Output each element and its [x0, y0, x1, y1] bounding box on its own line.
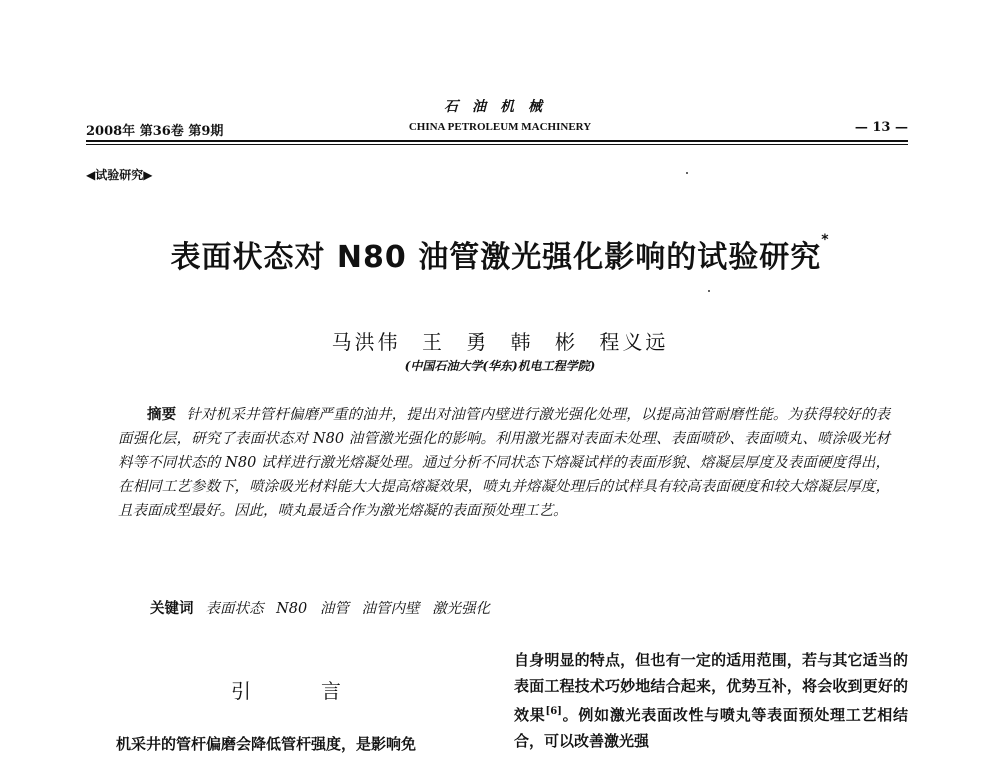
abstract-label: 摘要 [147, 406, 177, 423]
issue-info: 2008年 第36卷 第9期 [86, 124, 224, 139]
section-heading-introduction: 引言 [231, 679, 411, 703]
body-right-column [514, 647, 908, 754]
keywords [150, 597, 490, 618]
paper-title [0, 232, 1000, 276]
abstract-text: 针对机采井管杆偏磨严重的油井，提出对油管内壁进行激光强化处理，以提高油管耐磨性能。为获得较好的表面强化层，研究了表面状态对 N80 油管激光强化的影响。利用激光器对表面未处理、表面喷砂、表面喷丸、喷涂吸光材料等不同状态的 N80 试样进行激光熔凝处理。通过分析不同状态下熔凝试样的表面形貌、熔凝层厚度及表面硬度得出，在相同工艺参数下，喷涂吸光材料能大大提高熔凝效果，喷丸并熔凝处理后的试样具有较高表面硬度和较大熔凝层厚度，且表面成型最好。因此，喷丸最适合作为激光熔凝的表面预处理工艺。 [118, 407, 890, 519]
citation-ref: [6] [545, 706, 562, 717]
keywords-text: 表面状态 N80 油管 油管内壁 激光强化 [205, 601, 491, 617]
body-left-column: 机采井的管杆偏磨会降低管杆强度，是影响免 [116, 735, 417, 753]
right-column-text-cont: 。例如激光表面改性与喷丸等表面预处理工艺相结合，可以改善激光强 [514, 706, 908, 750]
author-list: 马洪伟 王 勇 韩 彬 程义远 [331, 330, 669, 354]
keywords-label: 关键词 [150, 600, 194, 617]
column-tag: ◀试验研究▶ [86, 168, 153, 182]
page-number: — 13 — [854, 120, 908, 135]
scan-speck [686, 172, 688, 174]
abstract [118, 403, 890, 523]
affiliation: (中国石油大学(华东)机电工程学院) [404, 359, 596, 373]
title-footnote-mark: * [821, 232, 830, 248]
header-rule-thick [86, 140, 908, 142]
journal-title-english: CHINA PETROLEUM MACHINERY [408, 121, 592, 133]
journal-title-chinese: 石油机械 [444, 99, 556, 115]
header-rule-thin [86, 144, 908, 145]
paper-title-text: 表面状态对 N80 油管激光强化影响的试验研究 [170, 240, 822, 275]
scan-speck [708, 290, 710, 292]
right-column-text: 自身明显的特点，但也有一定的适用范围，若与其它适当的表面工程技术巧妙地结合起来，优势互补，将会收到更好的效果 [514, 651, 908, 724]
